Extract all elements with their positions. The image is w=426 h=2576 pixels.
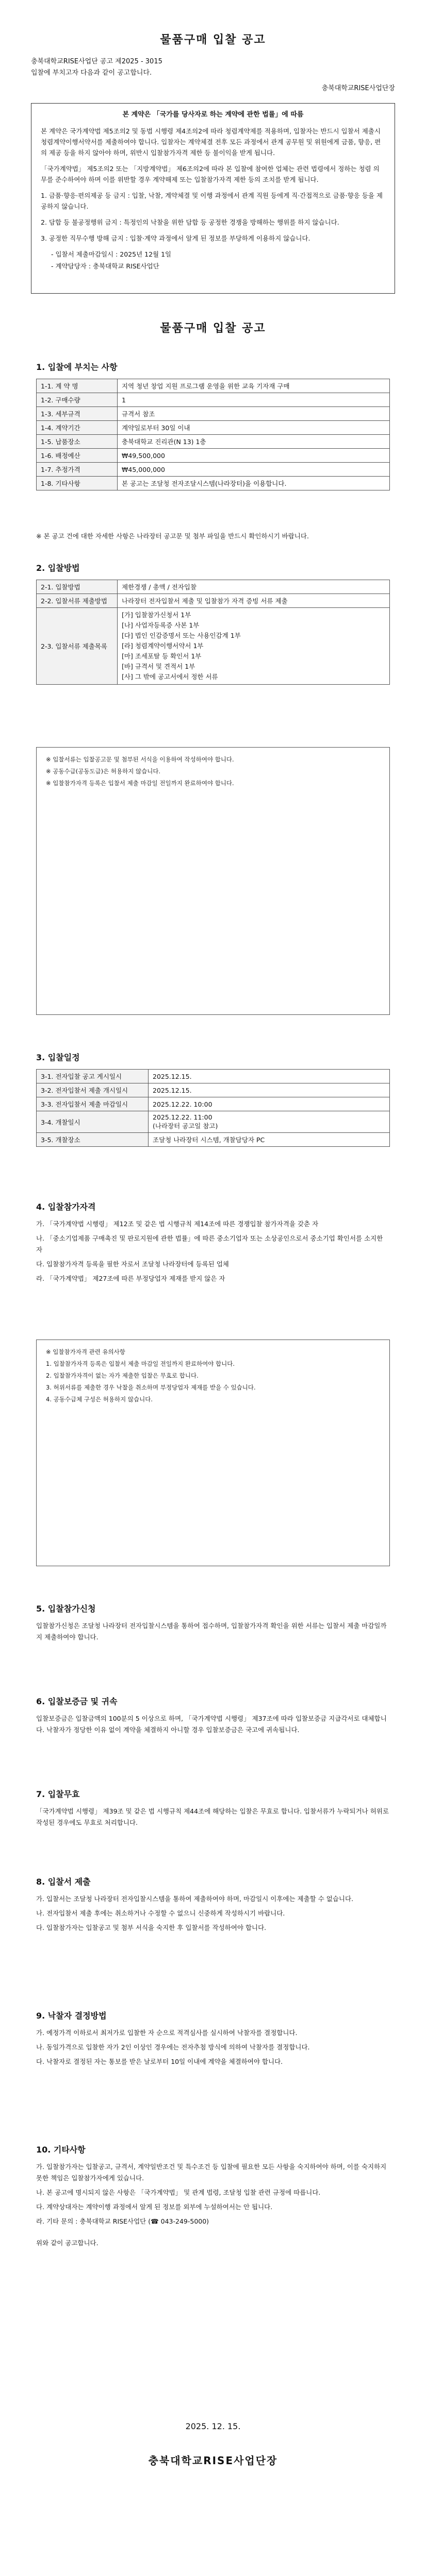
table-value: 계약일로부터 30일 이내 <box>118 421 390 435</box>
table-value: ₩49,500,000 <box>118 449 390 463</box>
section-2-note: ※ 입찰참가자격 등록은 입찰서 제출 마감일 전일까지 완료하여야 합니다. <box>46 779 234 787</box>
table-row <box>37 1070 390 1083</box>
table-value: 제한경쟁 / 총액 / 전자입찰 <box>118 580 390 594</box>
section-4-box-line: 3. 허위서류를 제출한 경우 낙찰을 취소하며 부정당업자 제재를 받을 수 있습니다. <box>46 1384 256 1391</box>
table-value: 1 <box>118 393 390 407</box>
contract-paragraph: 2. 담합 등 불공정행위 금지 : 특정인의 낙찰을 위한 담합 등 공정한 경쟁을 방해하는 행위를 하지 않습니다. <box>41 218 339 226</box>
table-value: ₩45,000,000 <box>118 463 390 477</box>
section-4-paragraph: 다. 입찰참가자격 등록을 필한 자로서 조달청 나라장터에 등록된 업체 <box>36 1260 229 1268</box>
table-row <box>37 1111 390 1133</box>
table-key: 1-6. 배정예산 <box>37 449 118 463</box>
section-7-text <box>36 1806 390 1832</box>
table-key: 1-4. 계약기간 <box>37 421 118 435</box>
table-row <box>37 477 390 490</box>
section-4-title: 4. 입찰참가자격 <box>36 1202 96 1212</box>
section-6-text <box>36 1713 390 1739</box>
table-row <box>37 393 390 407</box>
section-10-text <box>36 2161 390 2252</box>
section-1-title: 1. 입찰에 부치는 사항 <box>36 362 118 372</box>
table-row <box>37 580 390 594</box>
table-value: 본 공고는 조달청 전자조달시스템(나라장터)을 이용합니다. <box>118 477 390 490</box>
section-4-box-line: 1. 입찰참가자격 등록은 입찰서 제출 마감일 전일까지 완료하여야 합니다. <box>46 1360 235 1367</box>
table-row <box>37 608 390 685</box>
section-9-paragraph: 나. 동일가격으로 입찰한 자가 2인 이상인 경우에는 전자추첨 방식에 의하여 낙찰자를 결정합니다. <box>36 2043 310 2051</box>
table-key: 3-5. 개찰장소 <box>37 1133 149 1147</box>
section-9-text <box>36 2027 390 2071</box>
table-value: 2025.12.22. 10:00 <box>149 1097 390 1111</box>
table-value: 조달청 나라장터 시스템, 개찰담당자 PC <box>149 1133 390 1147</box>
section-3-title: 3. 입찰일정 <box>36 1053 80 1062</box>
table-row <box>37 407 390 421</box>
section-6-title: 6. 입찰보증금 및 귀속 <box>36 1697 118 1706</box>
table-key: 2-2. 입찰서류 제출방법 <box>37 594 118 608</box>
table-value: 2025.12.15. <box>149 1070 390 1083</box>
footer-org: 충북대학교RISE사업단장 <box>148 2454 278 2467</box>
section-2-table <box>36 580 390 685</box>
table-value: 규격서 참조 <box>118 407 390 421</box>
table-key: 1-7. 추정가격 <box>37 463 118 477</box>
section-8-paragraph: 가. 입찰서는 조달청 나라장터 전자입찰시스템을 통하여 제출하여야 하며, 마감일시 이후에는 제출할 수 없습니다. <box>36 1895 354 1903</box>
section-4-paragraph: 나. 「중소기업제품 구매촉진 및 판로지원에 관한 법률」에 따른 중소기업자 또는 소상공인으로서 중소기업 확인서를 소지한 자 <box>36 1234 383 1253</box>
table-key: 1-5. 납품장소 <box>37 435 118 449</box>
header-org: 충북대학교RISE사업단장 <box>321 84 395 92</box>
section-10-paragraph: 다. 계약상대자는 계약이행 과정에서 알게 된 정보를 외부에 누설하여서는 안 됩니다. <box>36 2203 273 2211</box>
section-7-paragraph: 「국가계약법 시행령」 제39조 및 같은 법 시행규칙 제44조에 해당하는 입찰은 무효로 합니다. 입찰서류가 누락되거나 허위로 작성된 경우에도 무효로 처리합니다. <box>36 1807 389 1826</box>
contract-list-item: - 입찰서 제출마감일시 : 2025년 12월 1일 <box>51 250 172 258</box>
closing-text: 위와 같이 공고합니다. <box>36 2239 99 2247</box>
section-2-notes-box <box>36 747 390 1015</box>
table-key: 3-1. 전자입찰 공고 게시일시 <box>37 1070 149 1083</box>
table-key: 2-1. 입찰방법 <box>37 580 118 594</box>
contract-paragraph: 3. 공정한 직무수행 방해 금지 : 입찰·계약 과정에서 알게 된 정보를 부당하게 이용하지 않습니다. <box>41 234 310 242</box>
table-key: 3-2. 전자입찰서 제출 개시일시 <box>37 1083 149 1097</box>
table-key: 1-3. 세부규격 <box>37 407 118 421</box>
section-1-note: ※ 본 공고 건에 대한 자세한 사항은 나라장터 공고문 및 첨부 파일을 반드시 확인하시기 바랍니다. <box>36 532 309 540</box>
table-row <box>37 1133 390 1147</box>
section-5-title: 5. 입찰참가신청 <box>36 1604 96 1614</box>
section-3-table <box>36 1069 390 1147</box>
section-10-paragraph: 가. 입찰참가자는 입찰공고, 규격서, 계약일반조건 및 특수조건 등 입찰에 필요한 모든 사항을 숙지하여야 하며, 이를 숙지하지 못한 책임은 입찰참가자에게 있습니다. <box>36 2163 387 2182</box>
section-7-title: 7. 입찰무효 <box>36 1789 80 1799</box>
table-row <box>37 449 390 463</box>
table-row <box>37 1097 390 1111</box>
section-8-text <box>36 1893 390 1937</box>
section-2-note: ※ 입찰서류는 입찰공고문 및 첨부된 서식을 이용하여 작성하여야 합니다. <box>46 756 234 763</box>
section-1-table <box>36 379 390 490</box>
contract-box-title: 본 계약은 「국가를 당사자로 하는 계약에 관한 법률」에 따름 <box>122 111 304 118</box>
table-key: 1-8. 기타사항 <box>37 477 118 490</box>
section-2-title: 2. 입찰방법 <box>36 563 80 573</box>
section-8-paragraph: 나. 전자입찰서 제출 후에는 취소하거나 수정할 수 없으니 신중하게 작성하시기 바랍니다. <box>36 1909 285 1917</box>
section-10-paragraph: 라. 기타 문의 : 충북대학교 RISE사업단 (☎ 043-249-5000) <box>36 2217 209 2225</box>
table-value: 나라장터 전자입찰서 제출 및 입찰참가 자격 증빙 서류 제출 <box>118 594 390 608</box>
table-value: 충북대학교 진리관(N 13) 1층 <box>118 435 390 449</box>
section-5-text <box>36 1620 390 1646</box>
page-title-repeat: 물품구매 입찰 공고 <box>160 322 266 335</box>
section-4-text <box>36 1218 390 1287</box>
section-4-box <box>36 1340 390 1566</box>
table-row <box>37 435 390 449</box>
contract-list-item: - 계약담당자 : 충북대학교 RISE사업단 <box>51 262 159 270</box>
contract-paragraph: 본 계약은 국가계약법 제5조의2 및 동법 시행령 제4조의2에 따라 청렴계약제를 적용하며, 입찰자는 반드시 입찰서 제출시 청렴계약이행서약서를 제출하여야 합니다. 입찰자는 계약체결 전후 모든 과정에서 관계 공무원 및 위원에게 금품, 향응, 편의 제공 등을 하지 않아야 하며, 위반시 입찰참가자격 제한 등 불이익을 받게 됩니다. <box>41 127 381 157</box>
table-row <box>37 463 390 477</box>
section-8-paragraph: 다. 입찰참가자는 입찰공고 및 첨부 서식을 숙지한 후 입찰서를 작성하여야 합니다. <box>36 1924 267 1931</box>
section-4-paragraph: 가. 「국가계약법 시행령」 제12조 및 같은 법 시행규칙 제14조에 따른 경쟁입찰 참가자격을 갖춘 자 <box>36 1220 319 1228</box>
section-4-box-line: 2. 입찰참가자격이 없는 자가 제출한 입찰은 무효로 합니다. <box>46 1372 199 1379</box>
section-10-title: 10. 기타사항 <box>36 2145 86 2155</box>
contract-box <box>31 103 395 294</box>
table-key: 1-1. 계 약 명 <box>37 379 118 393</box>
section-9-paragraph: 다. 낙찰자로 결정된 자는 통보를 받은 날로부터 10일 이내에 계약을 체결하여야 합니다. <box>36 2058 283 2065</box>
table-key: 1-2. 구매수량 <box>37 393 118 407</box>
section-4-paragraph: 라. 「국가계약법」 제27조에 따른 부정당업자 제재를 받지 않은 자 <box>36 1275 225 1282</box>
table-value: 2025.12.15. <box>149 1083 390 1097</box>
section-4-box-line: 4. 공동수급체 구성은 허용하지 않습니다. <box>46 1396 153 1403</box>
footer-date: 2025. 12. 15. <box>185 2421 241 2431</box>
table-key: 3-3. 전자입찰서 제출 마감일시 <box>37 1097 149 1111</box>
table-key: 2-3. 입찰서류 제출목록 <box>37 608 118 685</box>
notice-number: 충북대학교RISE사업단 공고 제2025 - 3015 <box>31 58 162 65</box>
table-value: [가] 입찰참가신청서 1부 [나] 사업자등록증 사본 1부 [다] 법인 인감증명서 또는 사용인감계 1부 [라] 청렴계약이행서약서 1부 [마] 조세포탈 등 확인서 1부 [바] 규격서 및 견적서 1부 [사] 그 밖에 공고서에서 정한 서류 <box>118 608 390 685</box>
table-row <box>37 594 390 608</box>
section-9-title: 9. 낙찰자 결정방법 <box>36 2011 107 2021</box>
section-6-paragraph: 입찰보증금은 입찰금액의 100분의 5 이상으로 하며, 「국가계약법 시행령」 제37조에 따라 입찰보증금 지급각서로 대체합니다. 낙찰자가 정당한 이유 없이 계약을 체결하지 아니할 경우 입찰보증금은 국고에 귀속됩니다. <box>36 1715 387 1734</box>
table-row <box>37 379 390 393</box>
section-4-box-line: ※ 입찰참가자격 관련 유의사항 <box>46 1348 125 1355</box>
section-9-paragraph: 가. 예정가격 이하로서 최저가로 입찰한 자 순으로 적격심사를 실시하여 낙찰자를 결정합니다. <box>36 2029 298 2037</box>
table-row <box>37 421 390 435</box>
section-2-note: ※ 공동수급(공동도급)은 허용하지 않습니다. <box>46 768 161 775</box>
table-value: 2025.12.22. 11:00 (나라장터 공고일 참고) <box>149 1111 390 1133</box>
page-title: 물품구매 입찰 공고 <box>160 33 266 46</box>
table-value: 지역 청년 창업 지원 프로그램 운영을 위한 교육 기자재 구매 <box>118 379 390 393</box>
contract-paragraph: 「국가계약법」 제5조의2 또는 「지방계약법」 제6조의2에 따라 본 입찰에 참여한 업체는 관련 법령에서 정하는 청렴 의무를 준수하여야 하며 이를 위반할 경우 계약해제 또는 입찰참가자격 제한 등의 조치를 받게 됩니다. <box>41 165 380 183</box>
contract-paragraph: 1. 금품·향응·편의제공 등 금지 : 입찰, 낙찰, 계약체결 및 이행 과정에서 관계 직원 등에게 직·간접적으로 금품·향응 등을 제공하지 않습니다. <box>41 192 383 210</box>
section-8-title: 8. 입찰서 제출 <box>36 1877 91 1887</box>
section-10-paragraph: 나. 본 공고에 명시되지 않은 사항은 「국가계약법」 및 관계 법령, 조달청 입찰 관련 규정에 따릅니다. <box>36 2189 321 2196</box>
intro-text: 입찰에 부치고자 다음과 같이 공고합니다. <box>31 69 152 77</box>
table-row <box>37 1083 390 1097</box>
table-key: 3-4. 개찰일시 <box>37 1111 149 1133</box>
section-5-paragraph: 입찰참가신청은 조달청 나라장터 전자입찰시스템을 통하여 접수하며, 입찰참가자격 확인을 위한 서류는 입찰서 제출 마감일까지 제출하여야 합니다. <box>36 1622 387 1641</box>
